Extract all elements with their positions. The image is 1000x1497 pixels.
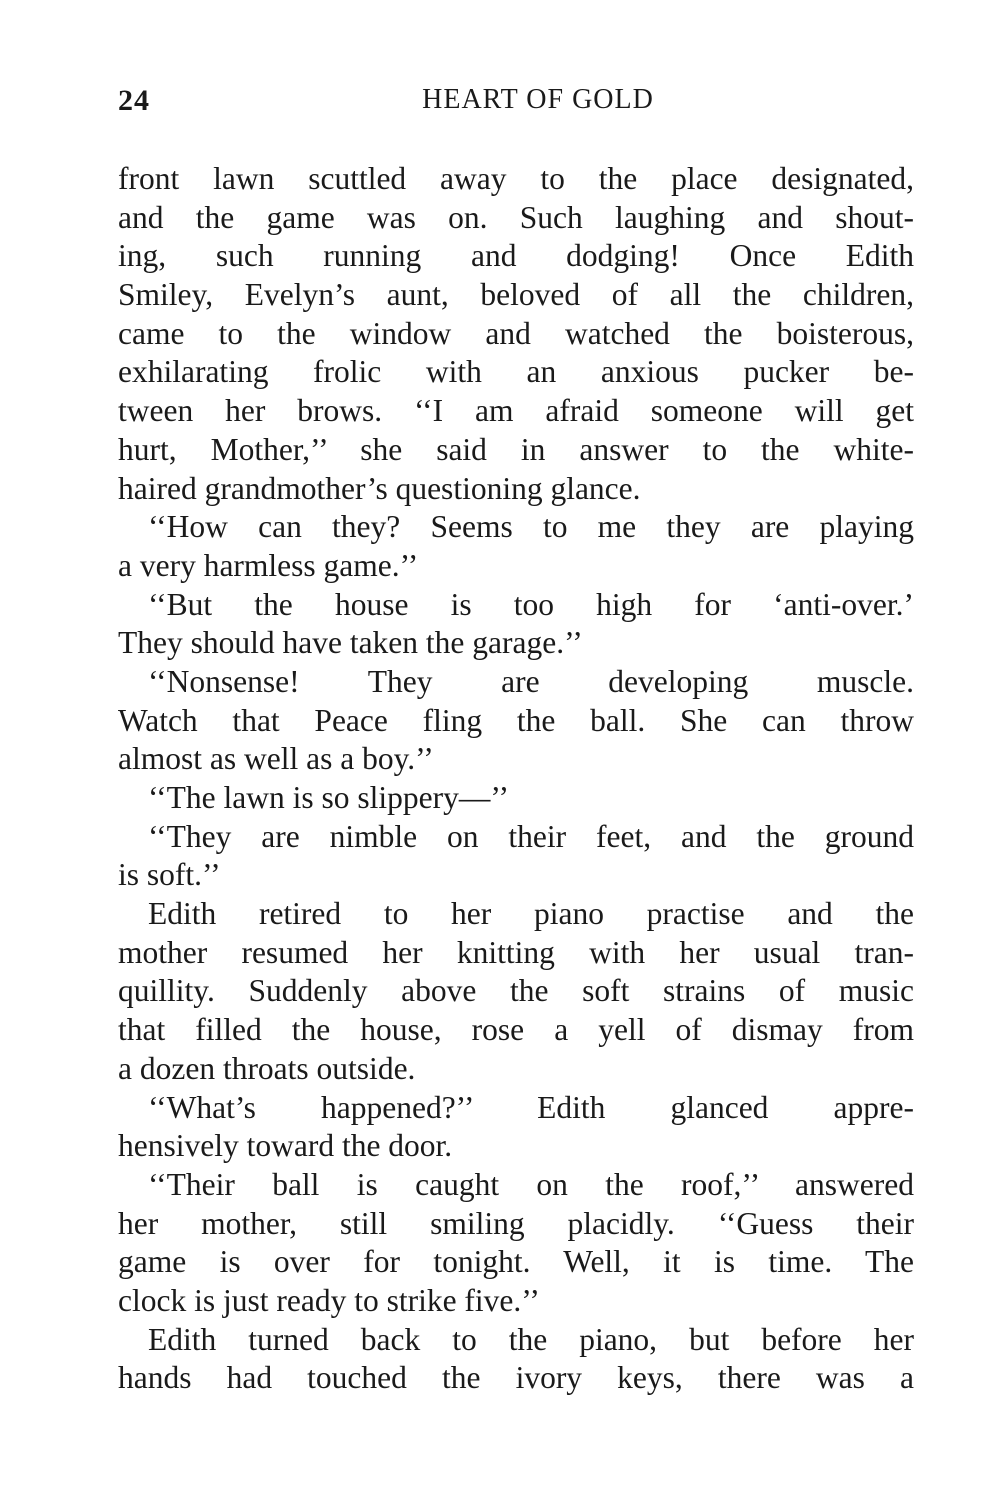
text-line: ‘‘The lawn is so slippery—’’	[148, 780, 509, 815]
running-title: HEART OF GOLD	[422, 84, 654, 115]
text-line: ing, such running and dodging! Once Edith	[118, 238, 914, 274]
text-line: Edith turned back to the piano, but before her	[148, 1321, 914, 1357]
text-line: tween her brows. ‘‘I am afraid someone will get	[118, 393, 914, 429]
text-line: quillity. Suddenly above the soft strains of music	[118, 973, 914, 1009]
text-line: ‘‘Nonsense! They are developing muscle.	[148, 663, 914, 699]
text-line: is soft.’’	[118, 857, 221, 893]
page-header	[118, 84, 918, 124]
text-line: ‘‘They are nimble on their feet, and the ground	[148, 818, 914, 854]
text-line: almost as well as a boy.’’	[118, 741, 434, 777]
text-line: mother resumed her knitting with her usual tran-	[118, 934, 914, 970]
text-line: exhilarating frolic with an anxious pucker be-	[118, 354, 914, 390]
text-line: ‘‘But the house is too high for ‘anti-over.’	[148, 586, 914, 622]
text-line: hands had touched the ivory keys, there was a	[118, 1360, 914, 1396]
text-line: Edith retired to her piano practise and the	[148, 896, 914, 932]
page-number: 24	[118, 84, 150, 117]
text-line: game is over for tonight. Well, it is time. The	[118, 1244, 914, 1280]
text-line: a very harmless game.’’	[118, 547, 419, 583]
text-line: front lawn scuttled away to the place designated,	[118, 161, 914, 196]
text-line: Watch that Peace fling the ball. She can throw	[118, 702, 914, 738]
text-line: hurt, Mother,’’ she said in answer to the white-	[118, 431, 914, 467]
text-line: came to the window and watched the boisterous,	[118, 315, 914, 351]
text-line: a dozen throats outside.	[118, 1050, 416, 1086]
text-line: her mother, still smiling placidly. ‘‘Guess their	[118, 1205, 914, 1241]
text-line: and the game was on. Such laughing and shout-	[118, 199, 914, 235]
text-line: haired grandmother’s questioning glance.	[118, 470, 641, 506]
text-line: ‘‘How can they? Seems to me they are playing	[148, 509, 914, 545]
text-line: that filled the house, rose a yell of dismay from	[118, 1012, 914, 1048]
body-text	[118, 160, 914, 1398]
text-line: They should have taken the garage.’’	[118, 625, 583, 661]
text-line: clock is just ready to strike five.’’	[118, 1282, 540, 1318]
text-line: ‘‘What’s happened?’’ Edith glanced appre-	[148, 1089, 914, 1125]
text-line: hensively toward the door.	[118, 1128, 453, 1164]
text-line: Smiley, Evelyn’s aunt, beloved of all the children,	[118, 277, 914, 313]
text-line: ‘‘Their ball is caught on the roof,’’ answered	[148, 1166, 914, 1202]
